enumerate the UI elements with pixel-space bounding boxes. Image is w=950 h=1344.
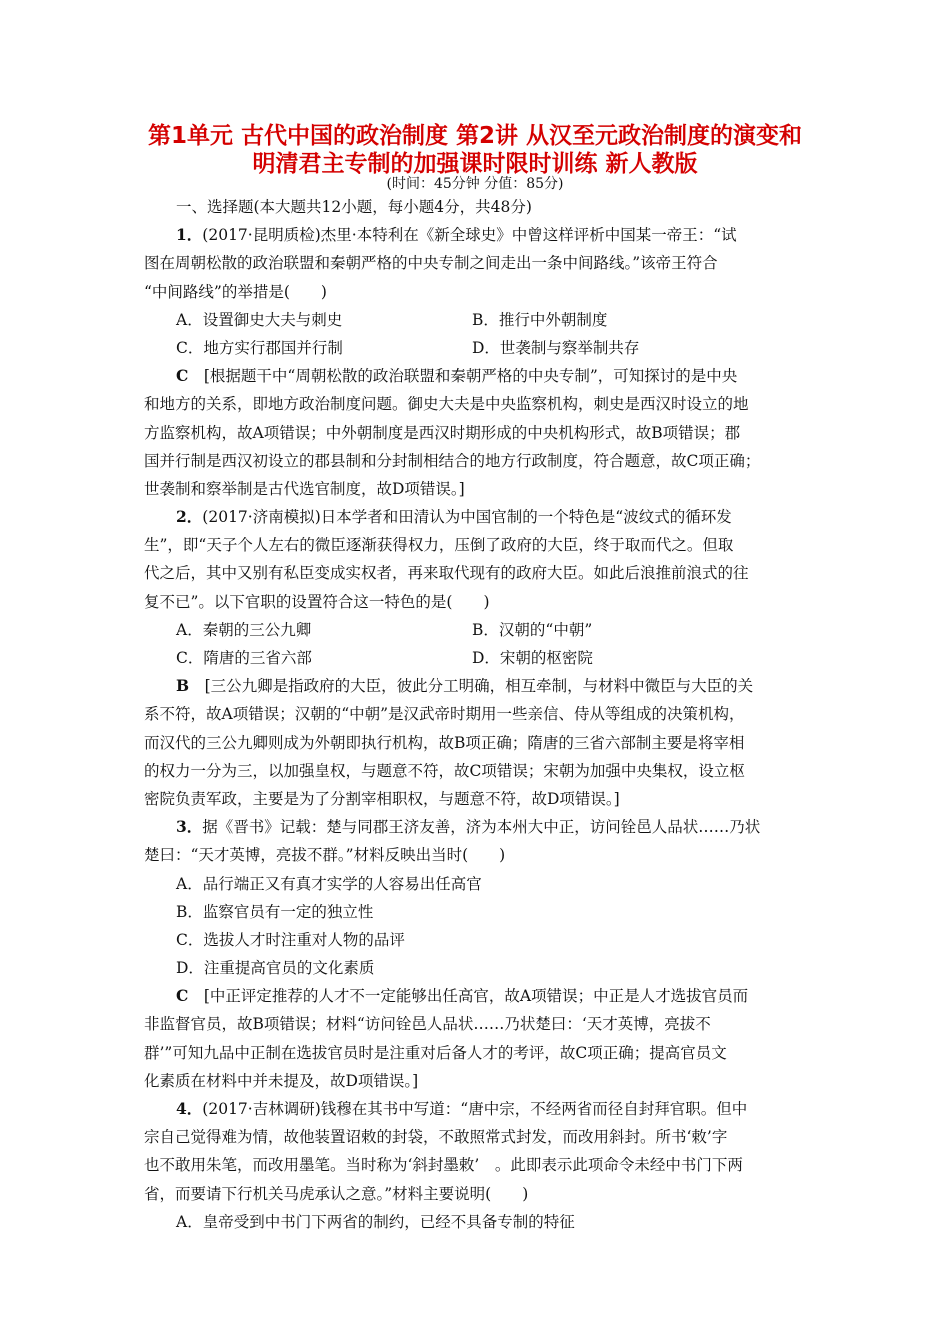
answer-letter: C bbox=[176, 986, 189, 1006]
question-2-line-1: 2．(2017·济南模拟)日本学者和田清认为中国官制的一个特色是“波纹式的循环发 bbox=[176, 507, 732, 527]
question-1-options-row-2 bbox=[144, 334, 804, 362]
question-3-line-2: 楚曰：“天才英博，亮拔不群。”材料反映出当时( ) bbox=[144, 846, 506, 865]
option-c: C．选拔人才时注重对人物的品评 bbox=[176, 930, 405, 949]
answer-2-line-1: B [三公九卿是指政府的大臣，彼此分工明确，相互牵制，与材料中微臣与大臣的关 bbox=[176, 676, 754, 696]
answer-3-line-4: 化素质在材料中并未提及，故D项错误。] bbox=[144, 1071, 419, 1090]
answer-3-line-1: C [中正评定推荐的人才不一定能够出任高官，故A项错误；中正是人才选拔官员而 bbox=[176, 986, 749, 1006]
section-heading: 一、选择题(本大题共12小题，每小题4分，共48分) bbox=[176, 198, 532, 216]
question-number: 2． bbox=[176, 507, 203, 527]
question-4-line-4: 省，而要请下行机关马虎承认之意。”材料主要说明( ) bbox=[144, 1184, 529, 1203]
option-d: D．宋朝的枢密院 bbox=[472, 649, 593, 667]
question-1-line-2: 图在周朝松散的政治联盟和秦朝严格的中央专制之间走出一条中间路线。”该帝王符合 bbox=[144, 254, 718, 273]
answer-3-line-2: 非监督官员，故B项错误；材料“访问铨邑人品状……乃状楚曰：‘天才英博，亮拔不 bbox=[144, 1015, 711, 1034]
option-c: C．地方实行郡国并行制 bbox=[176, 338, 343, 357]
question-4-line-3: 也不敢用朱笔，而改用墨笔。当时称为‘斜封墨敕’ 。此即表示此项命令未经中书门下两 bbox=[144, 1156, 743, 1175]
option-b: B．推行中外朝制度 bbox=[472, 310, 608, 329]
question-2-line-3: 代之后，其中又别有私臣变成实权者，再来取代现有的政府大臣。如此后浪推前浪式的往 bbox=[144, 564, 749, 583]
answer-1-line-2: 和地方的关系，即地方政治制度问题。御史大夫是中央监察机构，刺史是西汉时设立的地 bbox=[144, 395, 749, 414]
option-d: D．注重提高官员的文化素质 bbox=[176, 959, 375, 978]
answer-2-line-3: 而汉代的三公九卿则成为外朝即执行机构，故B项正确；隋唐的三省六部制主要是将宰相 bbox=[144, 733, 745, 752]
answer-2-line-4: 的权力一分为三，以加强皇权，与题意不符，故C项错误；宋朝为加强中央集权，设立枢 bbox=[144, 761, 745, 780]
question-number: 1． bbox=[176, 225, 203, 245]
document-title-line-2: 明清君主专制的加强课时限时训练 新人教版 bbox=[252, 151, 698, 177]
answer-1-line-1: C [根据题干中“周朝松散的政治联盟和秦朝严格的中央专制”，可知探讨的是中央 bbox=[176, 366, 738, 386]
answer-2-line-2: 系不符，故A项错误；汉朝的“中朝”是汉武帝时期用一些亲信、侍从等组成的决策机构， bbox=[144, 705, 745, 724]
option-a: A．设置御史大夫与刺史 bbox=[176, 310, 343, 329]
question-4-line-1: 4．(2017·吉林调研)钱穆在其书中写道：“唐中宗，不经两省而径自封拜官职。但中 bbox=[176, 1099, 748, 1118]
answer-2-line-5: 密院负责军政，主要是为了分割宰相职权，与题意不符，故D项错误。] bbox=[144, 789, 620, 808]
answer-3-line-3: 群’”可知九品中正制在选拔官员时是注重对后备人才的考评，故C项正确；提高官员文 bbox=[144, 1043, 727, 1062]
time-score-info: (时间：45分钟 分值：85分) bbox=[386, 176, 564, 192]
question-2-line-4: 复不已”。以下官职的设置符合这一特色的是( ) bbox=[144, 592, 490, 611]
question-2-options-row-1 bbox=[144, 616, 804, 644]
option-b: B．汉朝的“中朝” bbox=[472, 620, 593, 639]
answer-letter: B bbox=[176, 676, 190, 696]
option-b: B．监察官员有一定的独立性 bbox=[176, 902, 374, 921]
answer-letter: C bbox=[176, 366, 189, 386]
option-c: C．隋唐的三省六部 bbox=[176, 649, 312, 667]
question-number: 4． bbox=[176, 1099, 203, 1118]
option-a: A．品行端正又有真才实学的人容易出任高官 bbox=[176, 874, 482, 893]
document-body bbox=[144, 193, 804, 1236]
option-a: A．秦朝的三公九卿 bbox=[176, 620, 312, 639]
question-1-options-row-1 bbox=[144, 306, 804, 334]
question-4-line-2: 宗自己觉得难为情，故他装置诏敕的封袋，不敢照常式封发，而改用斜封。所书‘敕’字 bbox=[144, 1128, 728, 1147]
question-3-line-1: 3．据《晋书》记载：楚与同郡王济友善，济为本州大中正，访问铨邑人品状……乃状 bbox=[176, 817, 761, 837]
question-2-line-2: 生”，即“天子个人左右的微臣逐渐获得权力，压倒了政府的大臣，终于取而代之。但取 bbox=[144, 536, 734, 555]
answer-1-line-4: 国并行制是西汉初设立的郡县制和分封制相结合的地方行政制度，符合题意，故C项正确； bbox=[144, 451, 761, 470]
question-2-options-row-2 bbox=[144, 644, 804, 672]
option-d: D．世袭制与察举制共存 bbox=[472, 338, 640, 357]
answer-1-line-5: 世袭制和察举制是古代选官制度，故D项错误。] bbox=[144, 479, 465, 498]
option-a: A．皇帝受到中书门下两省的制约，已经不具备专制的特征 bbox=[176, 1212, 575, 1231]
question-1-line-3: “中间路线”的举措是( ) bbox=[144, 282, 327, 301]
document-title-line-1: 第1单元 古代中国的政治制度 第2讲 从汉至元政治制度的演变和 bbox=[147, 123, 803, 149]
question-1-line-1: 1．(2017·昆明质检)杰里·本特利在《新全球史》中曾这样评析中国某一帝王：“试 bbox=[176, 225, 737, 245]
answer-1-line-3: 方监察机构，故A项错误；中外朝制度是西汉时期形成的中央机构形式，故B项错误；郡 bbox=[144, 423, 741, 442]
question-number: 3． bbox=[176, 817, 203, 837]
